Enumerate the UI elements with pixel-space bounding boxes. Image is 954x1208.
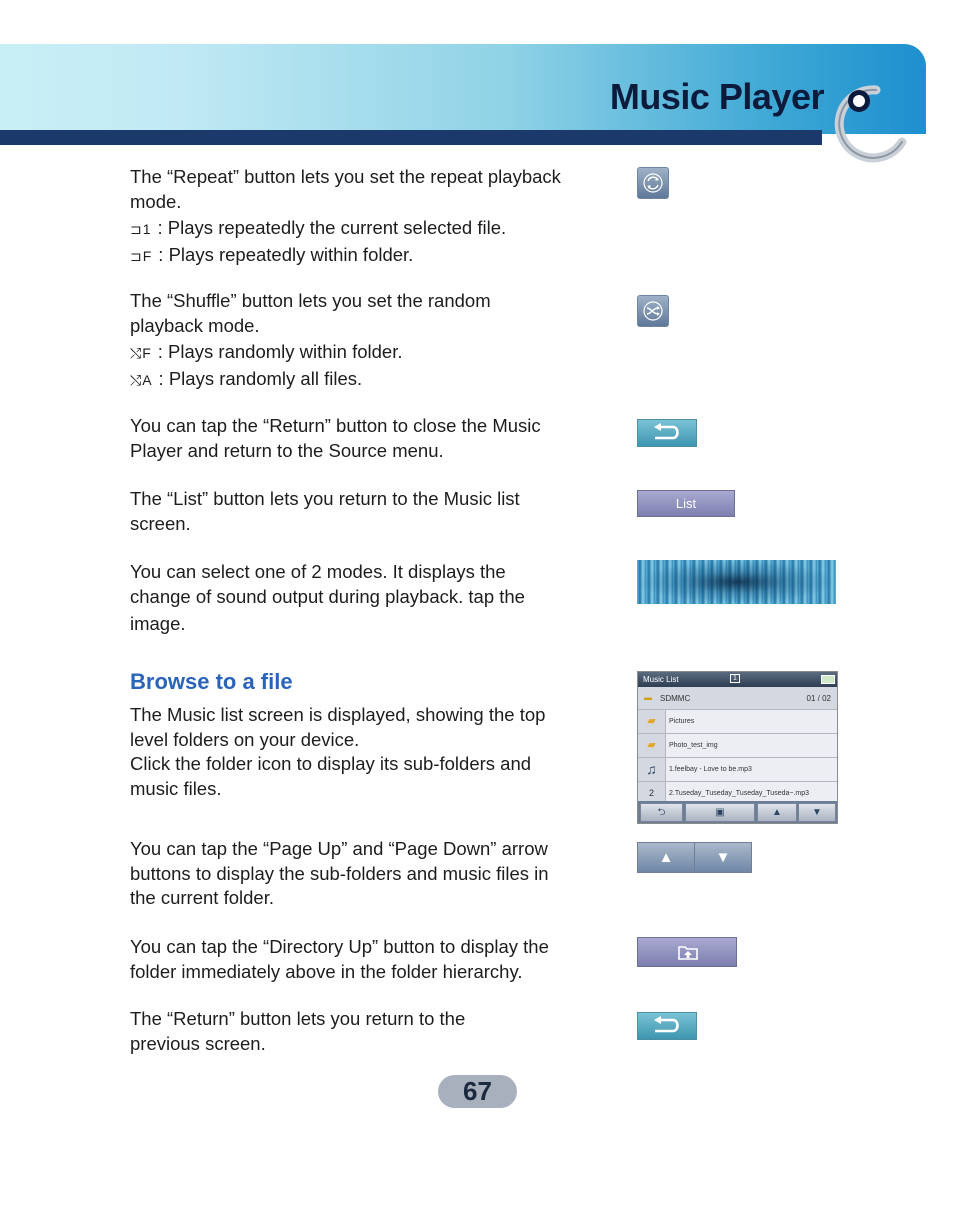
list-item-index: 2 [638,782,666,805]
shuffle-icon [642,300,664,322]
text-line: The “List” button lets you return to the Music list [130,488,520,509]
c-logo-icon [832,80,918,166]
text-line: Player and return to the Source menu. [130,439,444,461]
text-line: The “Return” button lets you return to the [130,1008,466,1029]
music-list-title: Music List [643,675,679,684]
music-list-screenshot [637,671,838,824]
text-line: music files. [130,777,222,799]
directory-up-button[interactable]: ▣ [685,803,755,822]
repeat-icon [642,172,664,194]
browse-description [130,703,545,801]
repeat-mode-badge: 1 [730,674,740,683]
shuffle-all-icon: ⤭A [130,372,153,389]
list-item-name: 2.Tuseday_Tuseday_Tuseday_Tuseda~.mp3 [669,790,810,797]
page-down-button[interactable]: ▼ [798,803,836,822]
folder-open-icon: ▬ [644,693,652,702]
list-button[interactable]: List [637,490,735,517]
text-line: : Plays repeatedly the current selected file. [157,217,507,238]
text-line: change of sound output during playback. tap the [130,585,525,607]
directory-up-button[interactable] [637,937,737,967]
text-line: The “Shuffle” button lets you set the random [130,290,491,311]
folder-up-icon [678,944,698,960]
text-line: Click the folder icon to display its sub-folders and [130,753,532,774]
text-line: folder immediately above in the folder hierarchy. [130,960,523,982]
shuffle-button[interactable] [637,295,669,327]
text-line: : Plays randomly all files. [158,368,363,390]
page-down-button[interactable] [694,842,752,873]
current-path: SDMMC [660,694,691,703]
section-heading: Browse to a file [130,669,293,694]
sound-visualizer-image[interactable] [637,560,836,604]
page-indicator: 01 / 02 [806,694,831,703]
text-line: The “Repeat” button lets you set the repeat playback [130,166,561,187]
text-line: level folders on your device. [130,728,360,750]
arrow-up-icon: ▲ [658,849,674,866]
list-item[interactable] [638,734,837,758]
list-item-name: Pictures [669,718,695,725]
text-line: screen. [130,512,191,534]
page-updown-description [130,837,549,911]
shuffle-folder-icon: ⤭F [130,344,152,361]
folder-icon: ▰ [638,734,666,757]
repeat-folder-icon: ⊐F [130,248,153,265]
text-line: You can select one of 2 modes. It displays the [130,561,506,582]
return-button[interactable]: ⮌ [640,803,683,822]
text-line: playback mode. [130,314,260,336]
music-note-icon: ♫ [638,758,666,781]
music-list-header [638,672,837,687]
page-title: Music Player [609,76,824,117]
return-close-description [130,414,541,463]
return-button[interactable] [637,419,697,447]
repeat-description [130,165,561,269]
arrow-down-icon: ▼ [715,849,731,866]
music-list-toolbar [638,801,837,823]
list-item[interactable] [638,710,837,734]
text-line: You can tap the “Return” button to close the Music [130,415,541,436]
dir-up-description [130,935,549,984]
header-rule [0,130,822,145]
modes-description [130,560,525,637]
return-button[interactable] [637,1012,697,1040]
page-up-button[interactable] [637,842,695,873]
page-updown-buttons [637,842,751,871]
page-up-button[interactable]: ▲ [757,803,797,822]
folder-icon: ▰ [638,710,666,733]
return-icon [651,423,683,443]
repeat-button[interactable] [637,167,669,199]
text-line: : Plays randomly within folder. [157,341,403,362]
text-line: : Plays repeatedly within folder. [158,244,414,266]
text-line: previous screen. [130,1032,266,1054]
text-line: You can tap the “Directory Up” button to display the [130,936,549,957]
text-line: the current folder. [130,887,274,908]
page-number: 67 [438,1075,517,1108]
list-item[interactable] [638,758,837,782]
list-item-name: Photo_test_img [669,742,718,749]
text-line: You can tap the “Page Up” and “Page Down” arrow [130,838,548,859]
battery-icon [821,675,835,684]
return-icon [651,1016,683,1036]
text-line: The Music list screen is displayed, showing the top [130,704,546,725]
path-bar [638,687,837,710]
shuffle-description [130,289,491,393]
list-item-name: 1.feelbay - Love to be.mp3 [669,766,752,773]
repeat-one-icon: ⊐1 [130,220,152,237]
text-line: mode. [130,190,182,212]
text-line: buttons to display the sub-folders and music files in [130,862,549,884]
list-description [130,487,520,536]
text-line: image. [130,613,186,634]
return-prev-description [130,1007,465,1056]
